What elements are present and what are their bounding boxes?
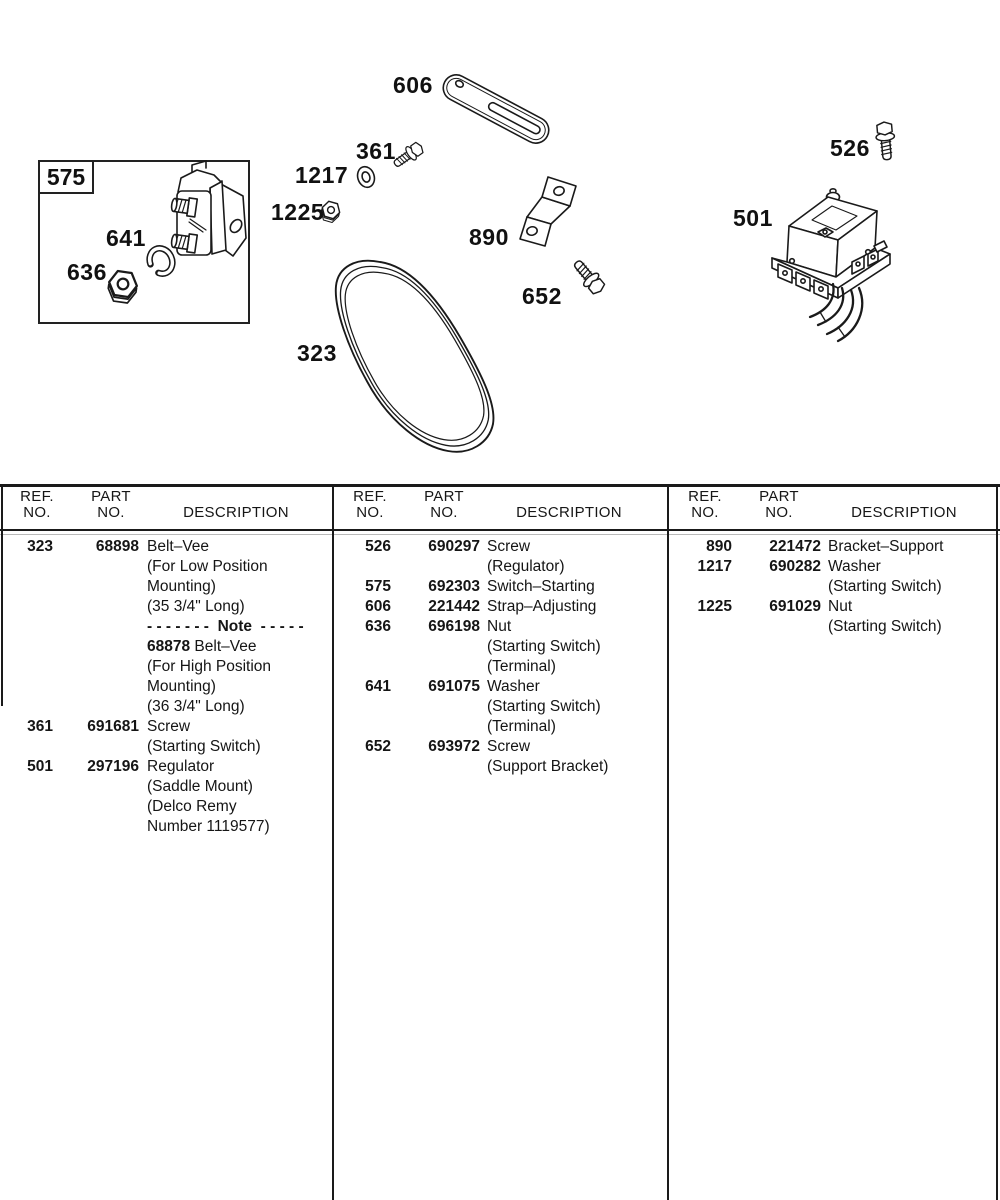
part-no-cell — [391, 557, 480, 577]
part-no-cell: 690297 — [428, 538, 480, 555]
description-cell — [147, 597, 245, 617]
table-header-separator — [0, 529, 1000, 531]
ref-no-cell — [333, 637, 391, 657]
ref-label-1225: 1225 — [271, 199, 325, 225]
description-text: (Starting Switch) — [828, 578, 942, 595]
description-text: (Starting Switch) — [828, 618, 942, 635]
part-no-cell — [53, 797, 139, 817]
ref-no-header: REF. NO. — [688, 488, 722, 521]
part-no-cell — [391, 657, 480, 677]
part-no-cell: 691029 — [769, 598, 821, 615]
part-no-cell — [391, 637, 480, 657]
ref-no-cell: 636 — [365, 618, 391, 635]
part-no-cell: 691075 — [428, 678, 480, 695]
ref-label-501: 501 — [733, 205, 773, 231]
ref-no-cell — [0, 677, 53, 697]
description-cell — [487, 757, 608, 777]
table-row — [668, 577, 996, 597]
part-no-cell — [53, 557, 139, 577]
table-border-right — [996, 484, 998, 1200]
ref-no-cell — [0, 617, 53, 637]
ref-no-cell: 501 — [27, 758, 53, 775]
part-no-cell — [391, 697, 480, 717]
description-text: (Regulator) — [487, 558, 565, 575]
ref-no-cell — [333, 757, 391, 777]
table-row — [333, 577, 661, 597]
table-header-separator-echo — [0, 534, 1000, 535]
description-header: DESCRIPTION — [183, 504, 289, 521]
table-row — [0, 677, 328, 697]
description-text: Washer — [828, 558, 881, 575]
description-cell — [147, 757, 214, 777]
description-cell — [147, 737, 261, 757]
description-cell — [147, 617, 304, 637]
description-text: Switch–Starting — [487, 578, 595, 595]
part-no-cell — [53, 677, 139, 697]
description-cell — [487, 617, 511, 637]
description-cell — [828, 617, 942, 637]
part-no-cell: 690282 — [769, 558, 821, 575]
table-row — [668, 617, 996, 637]
table-row — [0, 757, 328, 777]
part-screw-361 — [391, 140, 426, 171]
part-no-header: PART NO. — [424, 488, 464, 521]
parts-table-column-1 — [0, 537, 328, 837]
part-no-cell: 221472 — [769, 538, 821, 555]
ref-no-cell — [0, 557, 53, 577]
part-no-header: PART NO. — [759, 488, 799, 521]
description-cell — [147, 697, 245, 717]
table-border-top — [0, 484, 1000, 487]
table-row — [333, 617, 661, 637]
table-row — [0, 817, 328, 837]
part-no-cell — [53, 657, 139, 677]
description-text: Nut — [828, 598, 853, 615]
ref-label-606: 606 — [393, 72, 433, 98]
ref-no-cell: 526 — [365, 538, 391, 555]
part-strap-adjusting-606 — [439, 70, 554, 147]
table-row — [333, 557, 661, 577]
ref-no-header: REF. NO. — [353, 488, 387, 521]
part-no-cell: 693972 — [428, 738, 480, 755]
table-row — [333, 717, 661, 737]
part-no-cell: 691681 — [87, 718, 139, 735]
part-no-cell: 297196 — [87, 758, 139, 775]
table-row — [333, 757, 661, 777]
description-text: (Saddle Mount) — [147, 778, 253, 795]
table-row — [333, 737, 661, 757]
description-cell — [147, 777, 253, 797]
description-cell — [487, 677, 540, 697]
description-cell — [147, 557, 268, 577]
description-cell — [828, 577, 942, 597]
part-screw-526 — [875, 121, 897, 160]
ref-no-cell — [0, 637, 53, 657]
description-cell — [147, 637, 256, 657]
part-no-cell — [732, 577, 821, 597]
table-row — [0, 657, 328, 677]
ref-no-cell: 606 — [365, 598, 391, 615]
description-text: Nut — [487, 618, 512, 635]
table-row — [333, 697, 661, 717]
table-row — [333, 657, 661, 677]
ref-no-cell — [333, 657, 391, 677]
ref-label-526: 526 — [830, 135, 870, 161]
ref-no-header: REF. NO. — [20, 488, 54, 521]
table-row — [0, 697, 328, 717]
description-text: (Terminal) — [487, 658, 556, 675]
ref-no-cell: 361 — [27, 718, 53, 735]
part-screw-652 — [569, 256, 607, 297]
ref-no-cell — [333, 557, 391, 577]
part-no-cell: 692303 — [428, 578, 480, 595]
description-header: DESCRIPTION — [851, 504, 957, 521]
description-cell — [487, 557, 565, 577]
description-cell — [147, 817, 270, 837]
description-text: Screw — [147, 718, 191, 735]
table-row — [0, 777, 328, 797]
part-no-cell: 68898 — [95, 538, 139, 555]
table-row — [668, 597, 996, 617]
parts-table-column-3 — [668, 537, 996, 637]
description-text: (Delco Remy — [147, 798, 237, 815]
part-no-cell — [53, 577, 139, 597]
description-text: - - - - - - - Note - - - - - — [147, 618, 304, 635]
description-text: Bracket–Support — [828, 538, 944, 555]
part-bracket-support-890 — [520, 177, 576, 246]
ref-no-cell — [333, 697, 391, 717]
ref-no-cell — [0, 737, 53, 757]
description-text: (Starting Switch) — [487, 638, 601, 655]
description-cell — [487, 697, 601, 717]
ref-label-890: 890 — [469, 224, 509, 250]
ref-no-cell: 1225 — [697, 598, 732, 615]
ref-no-cell — [0, 797, 53, 817]
table-row — [668, 557, 996, 577]
part-regulator-501 — [772, 189, 890, 341]
description-text: (Support Bracket) — [487, 758, 609, 775]
ref-no-cell: 323 — [27, 538, 53, 555]
ref-no-cell: 641 — [365, 678, 391, 695]
description-text: Mounting) — [147, 678, 216, 695]
description-text: Belt–Vee — [194, 638, 257, 655]
table-row — [0, 537, 328, 557]
ref-no-cell — [333, 717, 391, 737]
part-no-cell — [732, 617, 821, 637]
description-text: Mounting) — [147, 578, 216, 595]
ref-no-cell — [0, 657, 53, 677]
description-cell — [487, 537, 530, 557]
description-text: Belt–Vee — [147, 538, 210, 555]
description-cell — [147, 577, 216, 597]
description-text: (Starting Switch) — [487, 698, 601, 715]
ref-no-cell: 1217 — [697, 558, 732, 575]
description-header: DESCRIPTION — [516, 504, 622, 521]
description-cell — [147, 717, 190, 737]
part-no-cell — [391, 757, 480, 777]
ref-label-361: 361 — [356, 138, 396, 164]
table-row — [0, 557, 328, 577]
inset-box-label: 575 — [38, 160, 94, 194]
part-lock-washer-641 — [146, 245, 177, 278]
description-cell — [487, 737, 530, 757]
description-cell — [828, 597, 852, 617]
table-row — [0, 797, 328, 817]
description-text: (Starting Switch) — [147, 738, 261, 755]
description-text: Number 1119577) — [147, 818, 270, 835]
description-text: Screw — [487, 538, 531, 555]
description-cell — [147, 677, 216, 697]
description-cell — [828, 537, 943, 557]
part-no-cell — [53, 697, 139, 717]
ref-label-652: 652 — [522, 283, 562, 309]
table-row — [333, 597, 661, 617]
part-no-header: PART NO. — [91, 488, 131, 521]
table-row — [333, 537, 661, 557]
description-text: (35 3/4" Long) — [147, 598, 245, 615]
part-belt-vee-323 — [336, 261, 494, 452]
description-cell — [487, 597, 596, 617]
part-no-cell: 696198 — [428, 618, 480, 635]
ref-no-cell — [668, 617, 732, 637]
table-row — [0, 597, 328, 617]
table-row — [668, 537, 996, 557]
ref-label-636: 636 — [67, 259, 107, 285]
ref-no-cell — [668, 577, 732, 597]
table-row — [333, 677, 661, 697]
description-text: (For Low Position — [147, 558, 268, 575]
ref-label-323: 323 — [297, 340, 337, 366]
ref-no-cell: 652 — [365, 738, 391, 755]
description-cell — [147, 657, 271, 677]
ref-label-641: 641 — [106, 225, 146, 251]
table-row — [0, 737, 328, 757]
part-hex-nut-636 — [107, 270, 139, 304]
part-no-cell — [391, 717, 480, 737]
description-cell — [487, 657, 556, 677]
ref-no-cell: 575 — [365, 578, 391, 595]
ref-no-cell: 890 — [706, 538, 732, 555]
description-cell — [147, 797, 237, 817]
table-row — [0, 617, 328, 637]
ref-no-cell — [0, 817, 53, 837]
description-text: (36 3/4" Long) — [147, 698, 245, 715]
description-text: (For High Position — [147, 658, 272, 675]
part-no-cell — [53, 617, 139, 637]
table-row — [0, 577, 328, 597]
part-no-cell — [53, 817, 139, 837]
part-switch-starting-575 — [170, 161, 246, 256]
part-no-cell — [53, 737, 139, 757]
table-row — [0, 717, 328, 737]
description-cell — [487, 637, 601, 657]
table-row — [0, 637, 328, 657]
part-washer-1217 — [355, 164, 377, 189]
description-cell — [828, 557, 881, 577]
part-no-cell — [53, 597, 139, 617]
description-text: Screw — [487, 738, 531, 755]
part-no-cell — [53, 637, 139, 657]
parts-table-column-2 — [333, 537, 661, 777]
ref-no-cell — [0, 577, 53, 597]
description-cell — [147, 537, 209, 557]
description-text: Regulator — [147, 758, 215, 775]
part-no-cell: 221442 — [428, 598, 480, 615]
description-cell — [487, 577, 595, 597]
description-text: 68878 — [147, 638, 195, 655]
ref-no-cell — [0, 697, 53, 717]
description-cell — [487, 717, 556, 737]
description-text: Washer — [487, 678, 540, 695]
description-text: Strap–Adjusting — [487, 598, 597, 615]
part-no-cell — [53, 777, 139, 797]
table-row — [333, 637, 661, 657]
ref-label-1217: 1217 — [295, 162, 349, 188]
ref-no-cell — [0, 597, 53, 617]
ref-no-cell — [0, 777, 53, 797]
description-text: (Terminal) — [487, 718, 556, 735]
